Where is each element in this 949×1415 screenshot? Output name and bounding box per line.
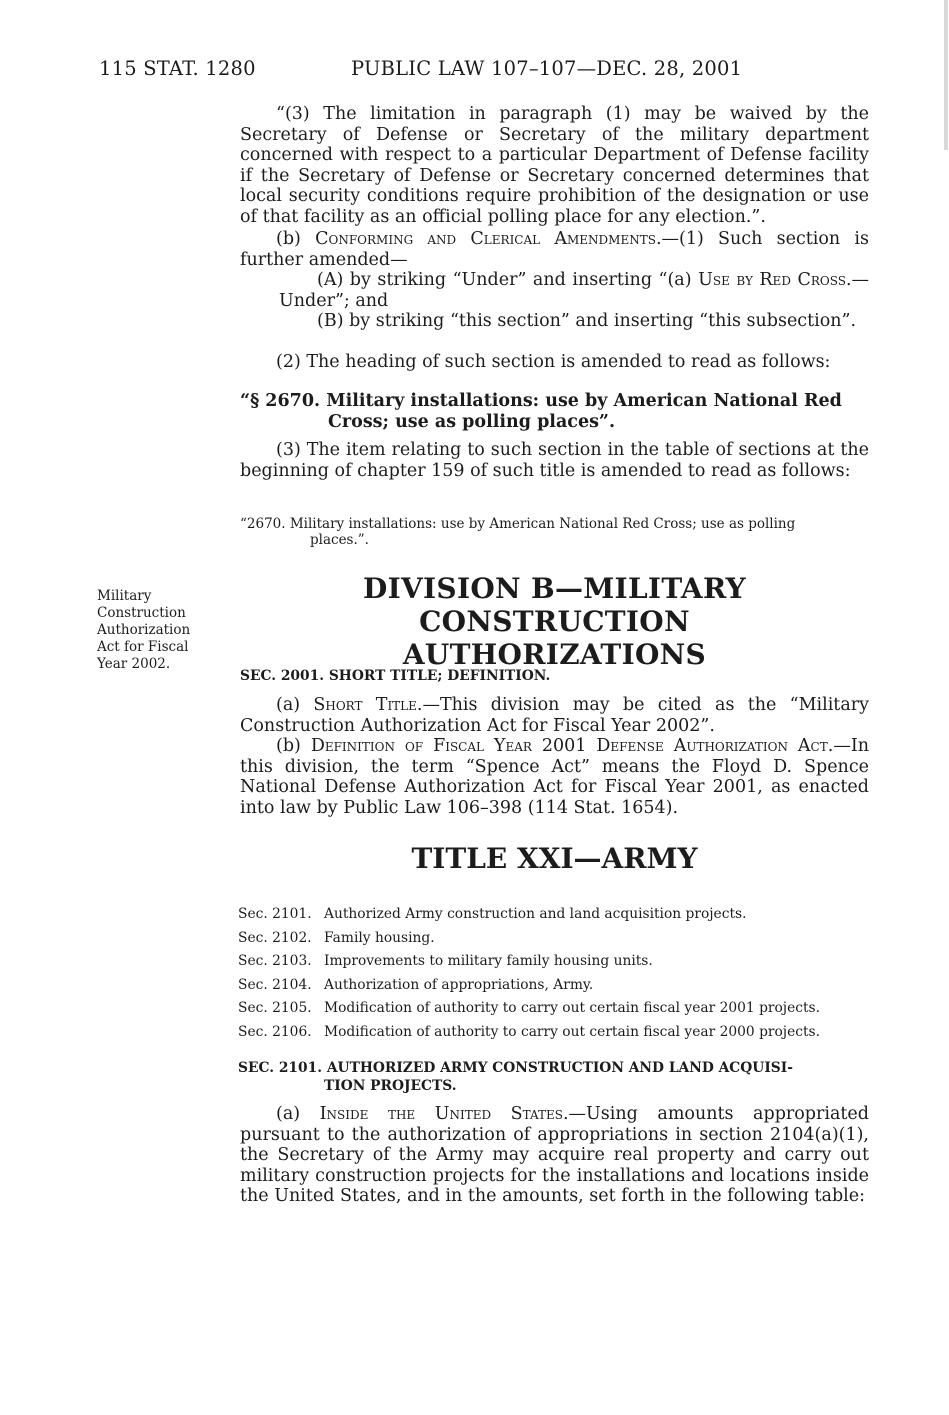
amendment-items-block bbox=[279, 270, 869, 332]
amendment-item-2-block bbox=[240, 352, 869, 373]
toc-row bbox=[238, 1000, 870, 1024]
toc-sec-number: Sec. 2102. bbox=[238, 929, 312, 946]
toc-row bbox=[238, 1024, 870, 1048]
toc-sec-title: Family housing. bbox=[324, 929, 435, 946]
item-a-caption: Use by Red Cross. bbox=[698, 270, 852, 290]
amendments-caption: Conforming and Clerical Amendments. bbox=[315, 229, 662, 249]
sec-2101-heading-line-1: SEC. 2101. AUTHORIZED ARMY CONSTRUCTION AND LAND ACQUISI- bbox=[238, 1060, 793, 1076]
sec-2101-heading-line-2: TION PROJECTS. bbox=[324, 1078, 457, 1094]
conforming-amendments-paragraph bbox=[240, 229, 869, 270]
new-heading-line-2: Cross; use as polling places”. bbox=[328, 412, 616, 432]
scan-edge-shadow bbox=[944, 0, 948, 150]
toc-row bbox=[238, 906, 870, 930]
toc-sec-number: Sec. 2104. bbox=[238, 976, 312, 993]
amendment-item-2: (2) The heading of such section is amended to read as follows: bbox=[276, 352, 831, 372]
title-table-of-sections bbox=[238, 906, 870, 1047]
toc-row bbox=[238, 930, 870, 954]
toc-row bbox=[238, 977, 870, 1001]
item-a-pre: (A) by striking “Under” and inserting “(a) bbox=[317, 270, 699, 290]
amended-toc-line-2: places.”. bbox=[310, 532, 369, 548]
sec-2101-subsection-a bbox=[240, 1104, 869, 1207]
toc-sec-title: Authorized Army construction and land acquisition projects. bbox=[324, 906, 747, 922]
sec-2001-b-caption: Definition of Fiscal Year 2001 Defense Authorization Act. bbox=[310, 736, 834, 756]
sec-2001-b-label: (b) bbox=[276, 736, 311, 756]
toc-sec-title: Improvements to military family housing units. bbox=[324, 953, 653, 969]
toc-sec-number: Sec. 2103. bbox=[238, 953, 312, 969]
public-law-header: PUBLIC LAW 107–107—DEC. 28, 2001 bbox=[351, 57, 743, 80]
amendment-item-a bbox=[279, 270, 869, 311]
sec-2001-a-text: —This division may be cited as the “Military Construction Authorization Act for Fiscal Year 2002”. bbox=[240, 695, 870, 736]
new-section-heading bbox=[240, 391, 869, 433]
division-heading-line-1: DIVISION B—MILITARY CONSTRUCTION bbox=[363, 572, 746, 638]
amendment-item-b: (B) by striking “this section” and inserting “this subsection”. bbox=[317, 311, 857, 331]
amendment-item-3-block bbox=[240, 440, 869, 481]
sec-2001-body bbox=[240, 695, 869, 818]
sec-2101-a-caption: Inside the United States. bbox=[319, 1104, 569, 1124]
toc-sec-number: Sec. 2106. bbox=[238, 1023, 312, 1040]
sec-2001-subsection-b bbox=[240, 736, 869, 818]
new-heading-line-1: “§ 2670. Military installations: use by American National Red bbox=[240, 391, 842, 411]
sec-2101-a-label: (a) bbox=[276, 1104, 320, 1124]
toc-sec-title: Authorization of appropriations, Army. bbox=[324, 976, 594, 993]
amendments-lead-text: —(1) Such section is further amended— bbox=[240, 229, 870, 270]
limitation-paragraph: “(3) The limitation in paragraph (1) may be waived by the Secretary of Defense or Secretary of the military department concerned with respect to a particular Department of Defense facility if the Secretary of Defense or Secretary concerned determines that local security conditions require prohibition of the designation or use of that facility as an official polling place for any election.”. bbox=[240, 104, 869, 227]
toc-sec-title: Modification of authority to carry out certain fiscal year 2001 projects. bbox=[324, 1000, 820, 1016]
division-heading-line-2: AUTHORIZATIONS bbox=[402, 638, 707, 671]
sec-2001-b-text: —In this division, the term “Spence Act” means the Floyd D. Spence National Defense Authorization Act for Fiscal Year 2001, as enacted into law by Public Law 106–398 (114 Stat. 1654). bbox=[240, 736, 869, 818]
title-heading: TITLE XXI—ARMY bbox=[411, 842, 698, 875]
amendments-label: (b) bbox=[276, 229, 316, 249]
conforming-amendments-block bbox=[240, 229, 869, 270]
amended-toc-item bbox=[240, 516, 869, 548]
toc-sec-title: Modification of authority to carry out certain fiscal year 2000 projects. bbox=[324, 1023, 820, 1040]
amended-toc-line-1: “2670. Military installations: use by American National Red Cross; use as polling bbox=[240, 516, 796, 532]
sec-2001-heading: SEC. 2001. SHORT TITLE; DEFINITION. bbox=[240, 668, 551, 684]
stat-page-reference: 115 STAT. 1280 bbox=[99, 57, 256, 80]
sec-2001-subsection-a bbox=[240, 695, 869, 736]
sec-2001-a-caption: Short Title. bbox=[313, 695, 423, 715]
sec-2101-a-text: —Using amounts appropriated pursuant to the authorization of appropriations in section 2104(a)(1), the Secretary of the Army may acquire real property and carry out military construction projects for the installations and locations inside the United States, and in the amounts, set forth in the following table: bbox=[240, 1104, 869, 1206]
amendment-item-3: (3) The item relating to such section in the table of sections at the beginning of chapter 159 of such title is amended to read as follows: bbox=[240, 440, 869, 481]
toc-sec-number: Sec. 2105. bbox=[238, 1000, 312, 1016]
division-heading bbox=[240, 572, 869, 671]
toc-row bbox=[238, 953, 870, 977]
item-a-post: —Under”; and bbox=[279, 270, 870, 311]
margin-note: Military Construction Authorization Act for Fiscal Year 2002. bbox=[97, 588, 191, 672]
limitation-paragraph-block bbox=[240, 104, 869, 227]
sec-2101-body bbox=[240, 1104, 869, 1207]
toc-sec-number: Sec. 2101. bbox=[238, 906, 312, 922]
sec-2001-a-label: (a) bbox=[276, 695, 314, 715]
sec-2101-heading bbox=[238, 1059, 869, 1095]
